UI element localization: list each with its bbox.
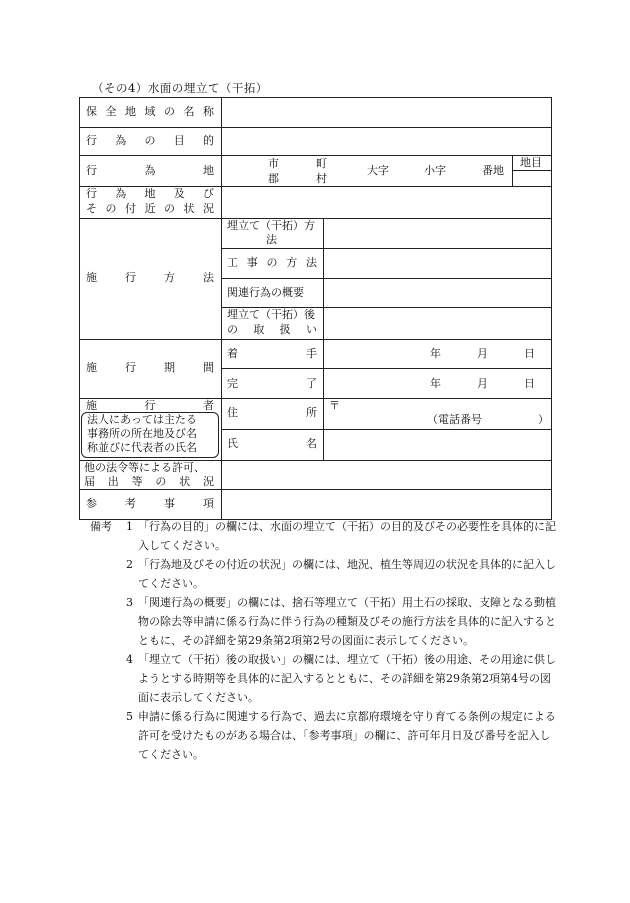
end-label: 完 了: [227, 377, 317, 390]
mura-label: 村: [316, 172, 327, 185]
note-item: [90, 707, 560, 764]
other-permits-label-line2: 届 出 等 の 状 況: [84, 475, 214, 488]
row-line: [79, 127, 552, 128]
applicant-label: 施 行 者: [86, 399, 214, 412]
row-line: [221, 278, 552, 279]
label-column-divider: [221, 97, 222, 520]
surroundings-label-line1: 行 為 地 及 び: [86, 187, 214, 200]
phone-label: （電話番号: [427, 413, 482, 426]
address-label: 住 所: [227, 406, 317, 419]
chimoku-box-line: [512, 170, 552, 171]
row-line: [79, 339, 552, 340]
table-border-right: [551, 97, 552, 520]
remarks-label: 参 考 事 項: [86, 497, 214, 510]
applicant-note-line3: 称並びに代表者の氏名: [87, 441, 197, 454]
note-number: 3: [126, 596, 133, 609]
start-month-unit: 月: [477, 347, 488, 360]
row-line: [221, 248, 552, 249]
row-line: [79, 218, 552, 219]
area-name-label: 保 全 地 域 の 名 称: [86, 105, 214, 118]
note-item: [90, 650, 560, 707]
form-heading: （その4）水面の埋立て（干拓）: [92, 81, 268, 95]
other-permits-label-line1: 他の法令等による許可、: [84, 461, 205, 474]
start-year-unit: 年: [430, 347, 441, 360]
note-text: 「行為地及びその付近の状況」の欄には、地況、植生等周辺の状況を具体的に記入してください。: [138, 558, 556, 590]
row-line: [79, 489, 552, 490]
note-item: [90, 517, 560, 555]
applicant-note-line2: 事務所の所在地及び名: [87, 427, 197, 440]
oaza-label: 大字: [367, 164, 389, 177]
note-number: 1: [126, 520, 133, 533]
gun-label: 郡: [268, 172, 279, 185]
banchi-label: 番地: [482, 164, 504, 177]
notes-header: 備考: [90, 520, 112, 533]
related-overview-label: 関連行為の概要: [227, 286, 304, 299]
note-item: [90, 555, 560, 593]
note-number: 4: [126, 653, 133, 666]
phone-close: ）: [538, 413, 549, 426]
table-border-left: [79, 97, 80, 520]
applicant-note-line1: 法人にあっては主たる: [87, 413, 197, 426]
note-item: [90, 593, 560, 650]
table-border-top: [79, 97, 552, 98]
machi-label: 町: [316, 157, 327, 170]
method-label: 施 行 方 法: [86, 271, 214, 284]
postal-mark: 〒: [329, 399, 340, 412]
fill-method-label-line1: 埋立て（干拓）方: [227, 219, 315, 232]
after-handling-label-line1: 埋立て（干拓）後: [227, 308, 315, 321]
purpose-label: 行 為 の 目 的: [86, 134, 214, 147]
shi-label: 市: [268, 157, 279, 170]
row-line: [79, 155, 552, 156]
work-method-label: 工 事 の 方 法: [227, 256, 317, 269]
start-day-unit: 日: [524, 347, 535, 360]
note-text: 申請に係る行為に関連する行為で、過去に京都府環境を守り育てる条例の規定による許可を受けたものがある場合は、「参考事項」の欄に、許可年月日及び番号を記入してください。: [138, 710, 556, 761]
note-number: 5: [126, 710, 133, 723]
note-text: 「関連行為の概要」の欄には、捨石等埋立て（干拓）用土石の採取、支障となる動植物の除去等申請に係る行為に伴う行為の種類及びその施行方法を具体的に記入するとともに、その詳細を第29条第2項第2号の図面に表示してください。: [138, 596, 556, 647]
fill-method-label-line2: 法: [266, 233, 277, 246]
period-label: 施 行 期 間: [86, 361, 214, 374]
note-number: 2: [126, 558, 133, 571]
end-day-unit: 日: [524, 377, 535, 390]
start-label: 着 手: [227, 347, 317, 360]
end-year-unit: 年: [430, 377, 441, 390]
notes-section: [90, 517, 560, 764]
surroundings-label-line2: そ の 付 近 の 状 況: [86, 202, 214, 215]
note-text: 「行為の目的」の欄には、水面の埋立て（干拓）の目的及びその必要性を具体的に記入してください。: [138, 520, 556, 552]
koaza-label: 小字: [424, 164, 446, 177]
chimoku-label: 地目: [520, 156, 542, 169]
name-label: 氏 名: [227, 437, 317, 450]
row-line: [221, 368, 552, 369]
location-label: 行 為 地: [86, 164, 214, 177]
note-text: 「埋立て（干拓）後の取扱い」の欄には、埋立て（干拓）後の用途、その用途に供しようとする時期等を具体的に記入するとともに、その詳細を第29条第2項第4号の図面に表示してください。: [138, 653, 556, 704]
after-handling-label-line2: の 取 扱 い: [227, 323, 317, 336]
end-month-unit: 月: [477, 377, 488, 390]
row-line: [221, 429, 552, 430]
